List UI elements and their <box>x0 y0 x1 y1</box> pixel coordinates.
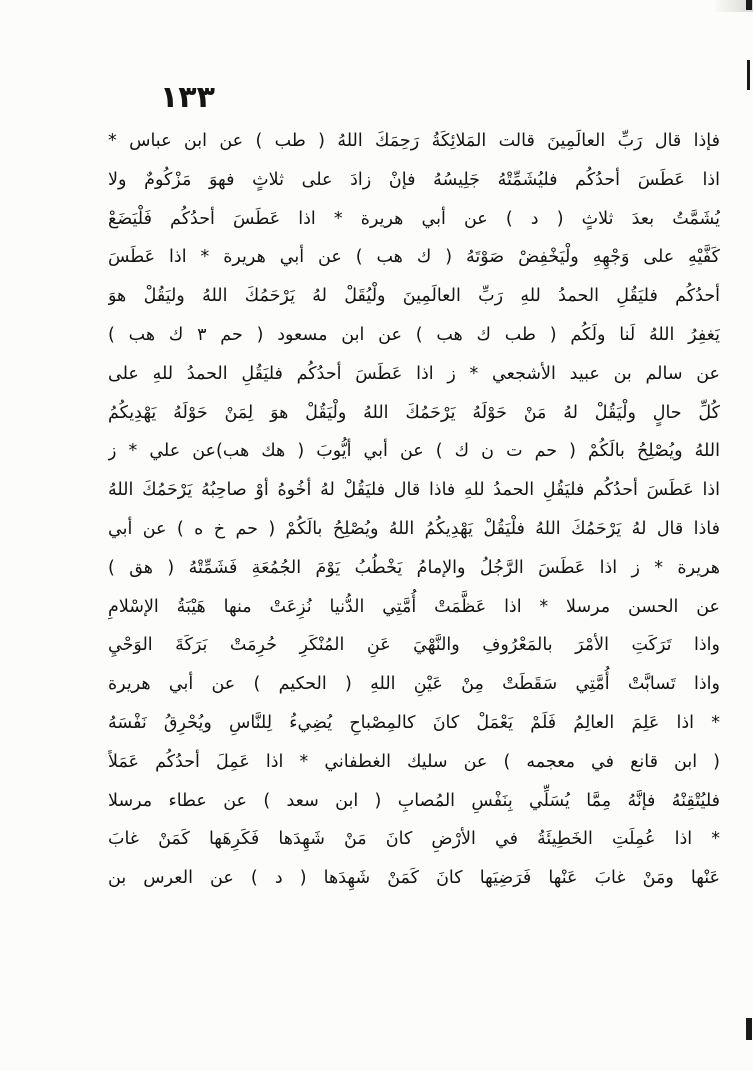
text-line: واذا تَرَكَتِ الأمْرَ بالمَعْرُوفِ والنَّهْيَ عَنِ المُنْكَرِ حُرِمَتْ بَرَكَةَ الوَحْيِ <box>108 635 720 656</box>
text-line: كَفَّيْهِ على وَجْهِهِ ولْيَخْفِضْ صَوْتَهُ ( ك هب ) عن أبي هريرة * اذا عَطَسَ <box>108 247 720 268</box>
text-line: عن الحسن مرسلا * اذا عَظَّمَتْ أُمَّتِي الدُّنيا نُزِعَتْ منها هَيْبَةُ الإسْلامِ <box>108 596 720 617</box>
text-line: * اذا عَلِمَ العالِمُ فَلَمْ يَعْمَلْ كانَ كالمِصْباحِ يُضِيءُ لِلنَّاسِ ويُحْرِقُ نَفْسَهُ <box>108 712 720 733</box>
text-line: عن سالم بن عبيد الأشجعي * ز اذا عَطَسَ أحدُكُم فليَقُلِ الحمدُ للهِ على <box>108 363 720 384</box>
scan-edge-mark <box>746 1018 752 1040</box>
scan-edge-mark <box>747 60 750 90</box>
text-line: يَغفِرُ اللهُ لَنا ولَكُم ( طب ك هب ) عن ابن مسعود ( حم ٣ ك هب ) <box>108 324 720 345</box>
text-line: فليُتْقِنْهُ فإنَّهُ مِمَّا يُسَلِّي بِنَفْسِ المُصابِ ( ابن سعد ) عن عطاء مرسلا <box>108 790 720 811</box>
text-line: واذا تَسابَّتْ أُمَّتِي سَقَطَتْ مِنْ عَيْنِ اللهِ ( الحكيم ) عن أبي هريرة <box>108 674 720 695</box>
text-line: اذا عَطَسَ أحدُكُم فليَقُلِ الحمدُ للهِ فاذا قال فليَقُلْ لهُ أخُوهُ أوْ صاحِبُهُ يَرْحَمُكَ اللهُ <box>108 480 720 501</box>
text-line: * اذا عُمِلَتِ الخَطِيئَةُ في الأرْضِ كانَ مَنْ شَهِدَها فَكَرِهَها كَمَنْ غابَ <box>108 829 720 850</box>
scan-edge-mark <box>746 0 752 10</box>
text-line: اللهُ ويُصْلِحُ بالَكُمْ ( حم ت ن ك ) عن أبي أيُّوبَ ( هك هب)عن علي * ز <box>108 441 720 462</box>
text-line: فاذا قال لهُ يَرْحَمُكَ اللهُ فلْيَقُلْ يَهْدِيكُمُ اللهُ ويُصْلِحُ بالَكُمْ ( حم خ ه ) عن أبي <box>108 518 720 539</box>
text-line: أحدُكُم فليَقُلِ الحمدُ للهِ رَبِّ العالَمِينَ ولْيُقَلْ لهُ يَرْحَمُكَ اللهُ وليَقُلْ هوَ <box>108 286 720 307</box>
text-line: فإذا قال رَبِّ العالَمِينَ قالت المَلائِكَةُ رَحِمَكَ اللهُ ( طب ) عن ابن عباس * <box>108 131 720 151</box>
page-text <box>108 122 720 898</box>
page-number: ١٣٣ <box>160 80 215 115</box>
text-line: عَنْها ومَنْ غابَ عَنْها فَرَضِيَها كانَ كَمَنْ شَهِدَها ( د ) عن العرس بن <box>108 868 720 889</box>
text-line: ( ابن قانع في معجمه ) عن سليك الغطفاني * اذا عَمِلَ أحدُكُم عَمَلاً <box>108 751 720 772</box>
text-line: يُشَمَّتُ بعدَ ثلاثٍ ( د ) عن أبي هريرة * اذا عَطَسَ أحدُكُم فَلْيَضَعْ <box>108 208 720 229</box>
text-line: كُلِّ حالٍ ولْيَقُلْ لهُ مَنْ حَوْلَهُ يَرْحَمُكَ اللهُ ولْيَقُلْ هوَ لِمَنْ حَوْلَهُ يَهْدِيكُمُ <box>108 402 720 423</box>
text-line: اذا عَطَسَ أحدُكُم فليُشَمِّتْهُ جَلِيسُهُ فإنْ زادَ على ثلاثٍ فهوَ مَزْكُومٌ ولا <box>108 169 720 190</box>
text-line: هريرة * ز اذا عَطَسَ الرَّجُلُ والإمامُ يَخْطُبُ يَوْمَ الجُمُعَةِ فَشَمِّتْهُ ( هق ) <box>108 557 720 578</box>
